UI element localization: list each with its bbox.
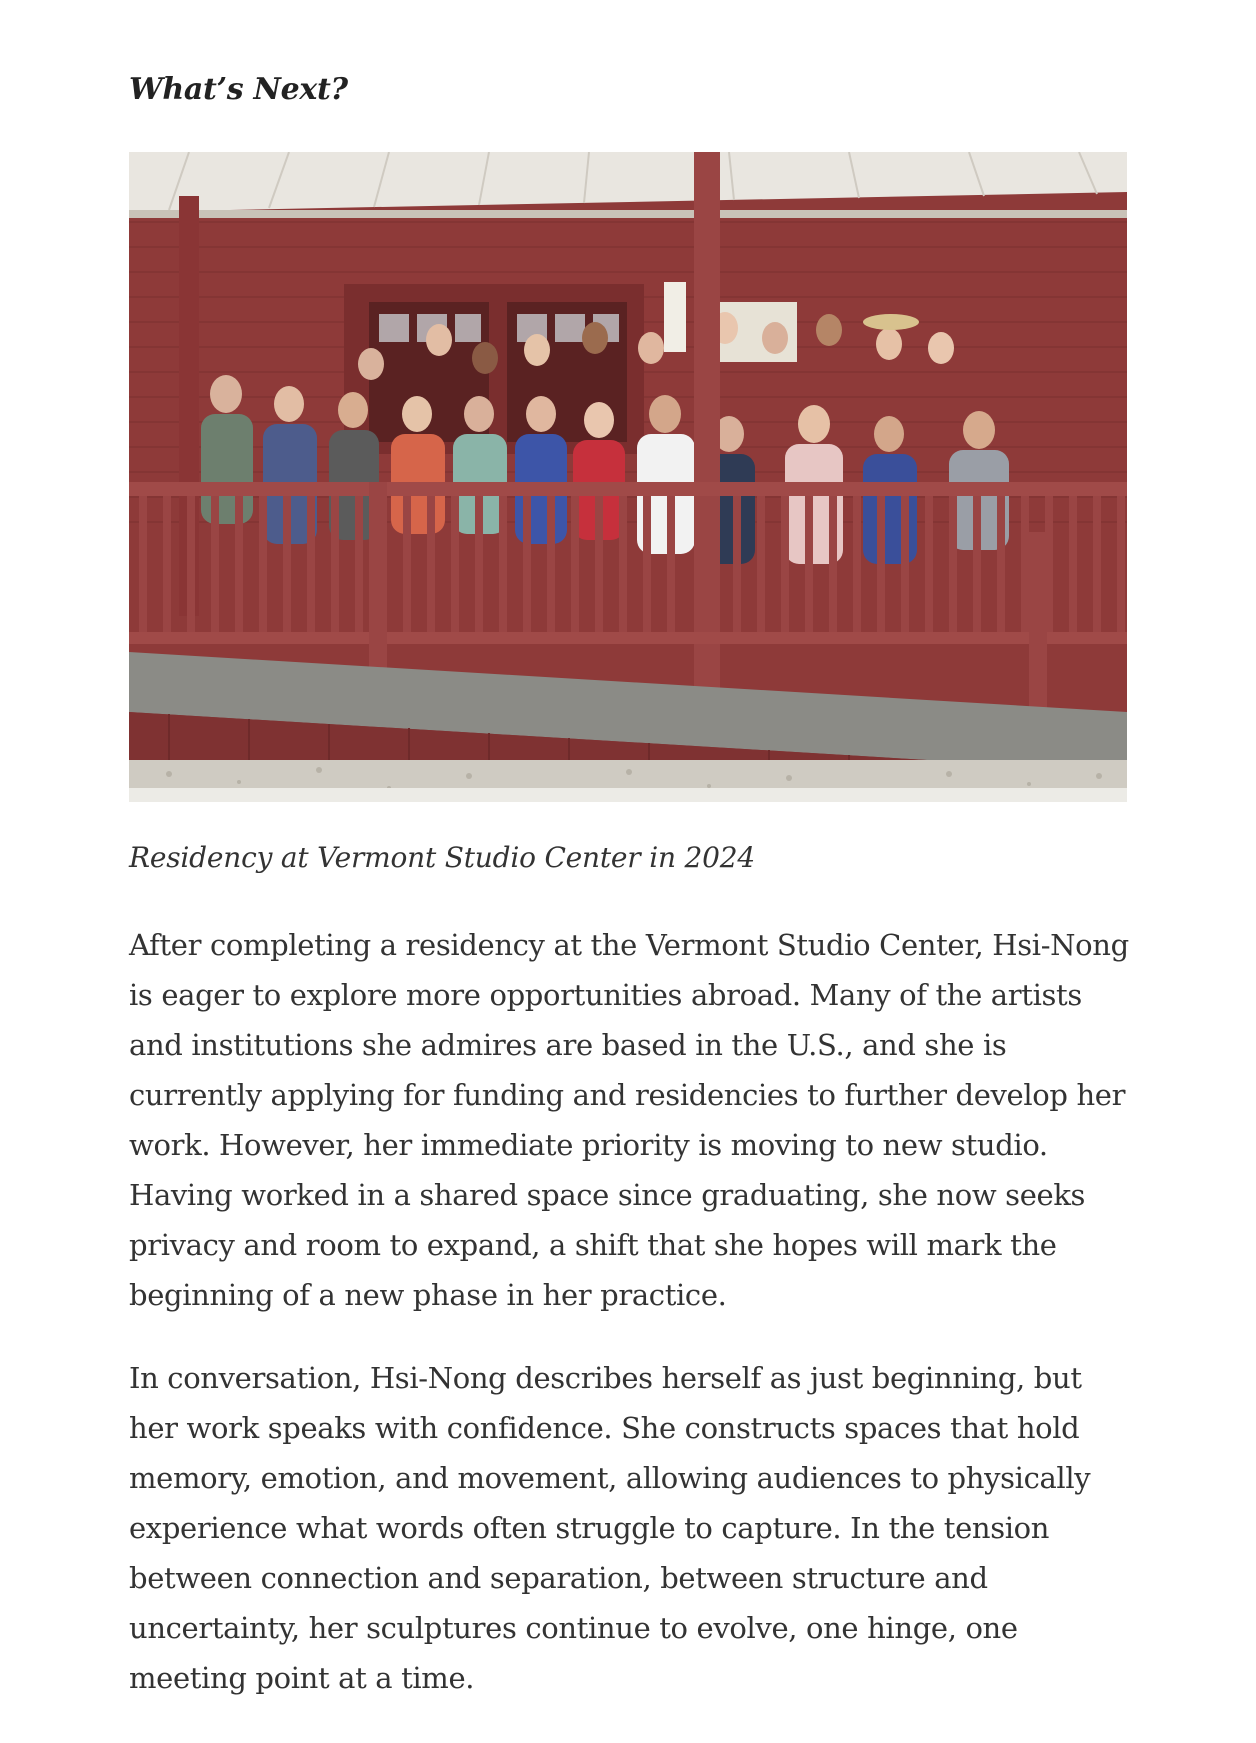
body-paragraph-1 [129, 920, 1139, 1320]
paragraph-line: In conversation, Hsi-Nong describes herself as just beginning, but [129, 1361, 1082, 1395]
paragraph-line: and institutions she admires are based in the U.S., and she is [129, 1028, 1007, 1062]
paragraph-line: privacy and room to expand, a shift that she hopes will mark the [129, 1228, 1057, 1262]
paragraph-line: is eager to explore more opportunities abroad. Many of the artists [129, 978, 1082, 1012]
paragraph-line: her work speaks with confidence. She constructs spaces that hold [129, 1411, 1080, 1445]
body-paragraph-2 [129, 1353, 1139, 1703]
paragraph-line: After completing a residency at the Vermont Studio Center, Hsi-Nong [129, 928, 1129, 962]
section-heading: What’s Next? [129, 72, 348, 107]
paragraph-line: meeting point at a time. [129, 1661, 475, 1695]
photo-caption: Residency at Vermont Studio Center in 2024 [129, 841, 755, 874]
residency-photo [129, 152, 1127, 802]
paragraph-line: between connection and separation, between structure and [129, 1561, 988, 1595]
paragraph-line: memory, emotion, and movement, allowing audiences to physically [129, 1461, 1091, 1495]
paragraph-line: Having worked in a shared space since graduating, she now seeks [129, 1178, 1086, 1212]
paragraph-line: beginning of a new phase in her practice. [129, 1278, 727, 1312]
group-photo-illustration [129, 152, 1127, 802]
paragraph-line: uncertainty, her sculptures continue to evolve, one hinge, one [129, 1611, 1018, 1645]
paragraph-line: work. However, her immediate priority is moving to new studio. [129, 1128, 1048, 1162]
paragraph-line: currently applying for funding and residencies to further develop her [129, 1078, 1126, 1112]
paragraph-line: experience what words often struggle to capture. In the tension [129, 1511, 1050, 1545]
